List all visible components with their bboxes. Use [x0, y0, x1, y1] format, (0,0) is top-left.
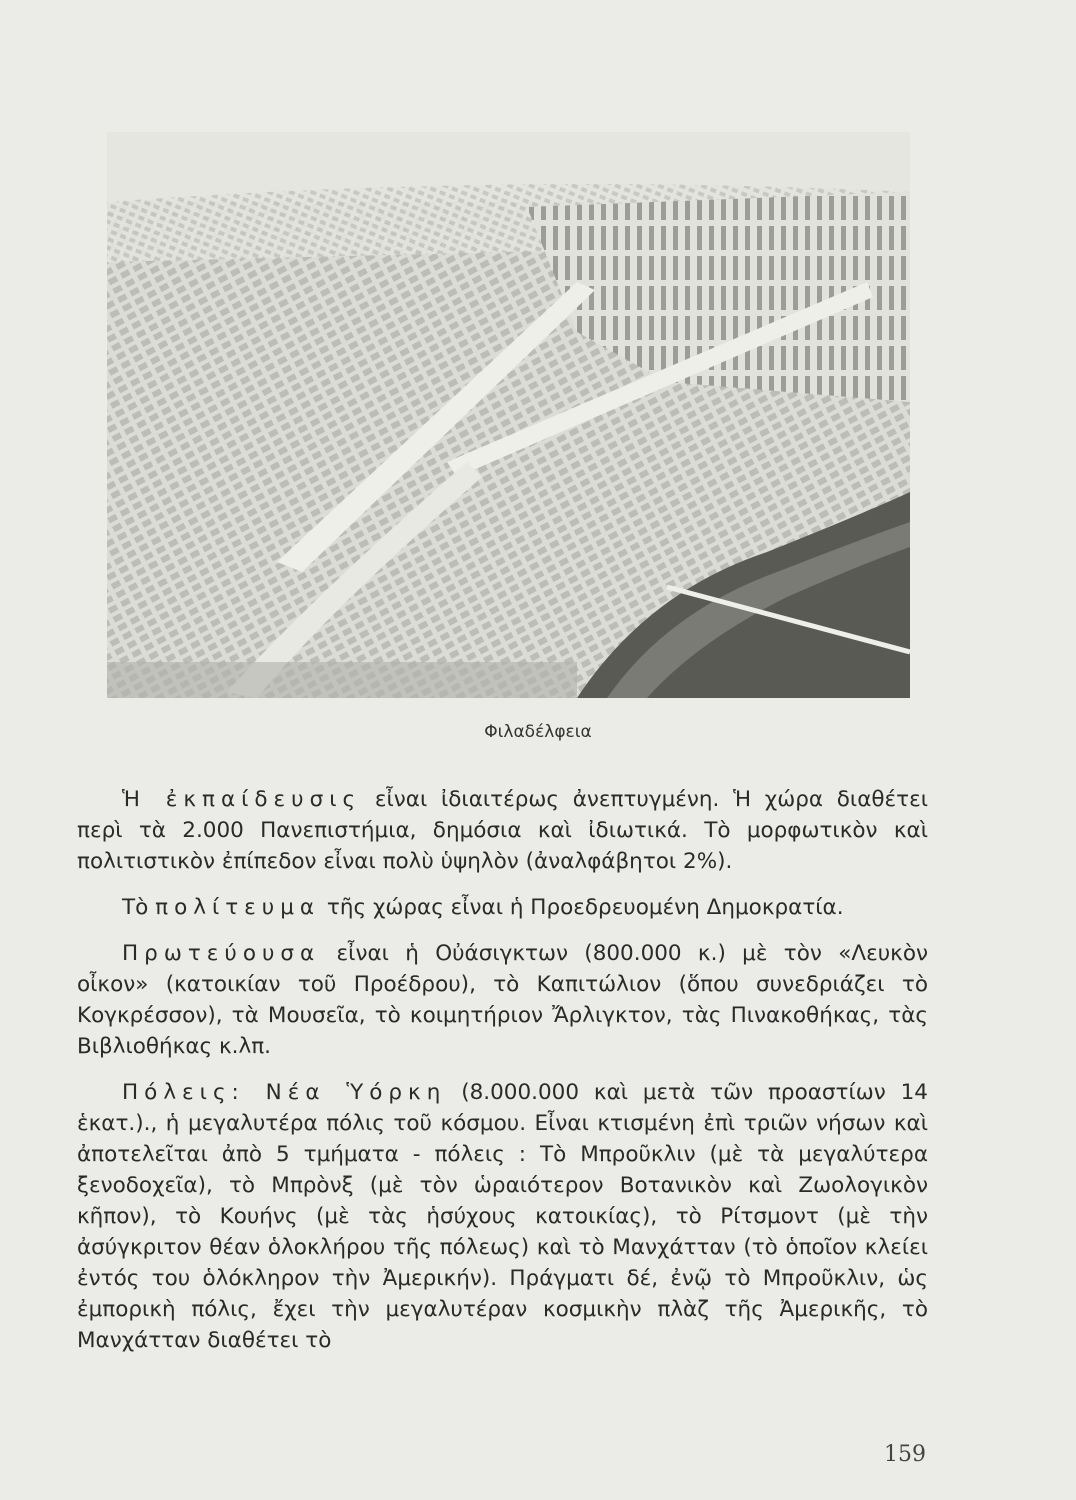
lead-term-cities: Πόλεις: Νέα Ὑόρκη — [122, 1080, 447, 1105]
page-number: 159 — [884, 1442, 926, 1467]
paragraph-text: τῆς χώρας εἶναι ἡ Προεδρευομένη Δημοκρατία. — [320, 895, 844, 920]
lead-prefix: Τὸ — [122, 895, 156, 920]
paragraph-text: εἶναι ἰδιαιτέρως ἀνεπτυγμένη. Ἡ χώρα διαθέτει περὶ τὰ 2.000 Πανεπιστήμια, δημόσια καὶ ἰδιωτικά. Τὸ μορφωτικὸν καὶ πολιτιστικὸν ἐπίπεδον εἶναι πολὺ ὑψηλὸν (ἀναλφάβητοι 2%). — [77, 787, 929, 874]
paragraph-text: (8.000.000 καὶ μετὰ τῶν προαστίων 14 ἑκατ.)., ἡ μεγαλυτέρα πόλις τοῦ κόσμου. Εἶναι κτισμένη ἐπὶ τριῶν νήσων καὶ ἀποτελεῖται ἀπὸ 5 τμήματα - πόλεις : Τὸ Μπροῦκλιν (μὲ τὰ μεγαλύτερα ξενοδοχεῖα), τὸ Μπρὸνξ (μὲ τὸν ὡραιότερον Βοτανικὸν καὶ Ζωολογικὸν κῆπον), τὸ Κουήνς (μὲ τὰς ἡσύχους κατοικίας), τὸ Ρίτσμοντ (μὲ τὴν ἀσύγκριτον θέαν ὁλοκλήρου τῆς πόλεως) καὶ τὸ Μανχάτταν (τὸ ὁποῖον κλείει ἐντός του ὁλόκληρον τὴν Ἀμερικήν). Πράγματι δέ, ἐνῷ τὸ Μπροῦκλιν, ὡς ἐμπορικὴ πόλις, ἔχει τὴν μεγαλυτέραν κοσμικὴν πλὰζ τῆς Ἀμερικῆς, τὸ Μανχάτταν διαθέτει τὸ — [77, 1080, 928, 1353]
lead-term-education: Ἡ ἐκπαίδευσις — [122, 787, 362, 812]
paragraph-polity — [77, 892, 928, 923]
lead-term-polity: πολίτευμα — [155, 895, 321, 920]
aerial-photo-drawing — [107, 132, 910, 698]
figure-caption: Φιλαδέλφεια — [484, 722, 592, 742]
paragraph-cities — [77, 1077, 928, 1356]
paragraph-capital — [77, 938, 928, 1062]
body-text — [77, 784, 928, 1356]
paragraph-text: εἶναι ἡ Οὐάσιγκτων (800.000 κ.) μὲ τὸν «Λευκὸν οἶκον» (κατοικίαν τοῦ Προέδρου), τὸ Καπιτώλιον (ὅπου συνεδριάζει τὸ Κογκρέσσον), τὰ Μουσεῖα, τὸ κοιμητήριον Ἄρλιγκτον, τὰς Πινακοθήκας, τὰς Βιβλιοθήκας κ.λπ. — [77, 941, 928, 1059]
paragraph-education — [77, 784, 928, 877]
aerial-photo — [107, 132, 910, 698]
lead-term-capital: Πρωτεύουσα — [122, 941, 321, 966]
